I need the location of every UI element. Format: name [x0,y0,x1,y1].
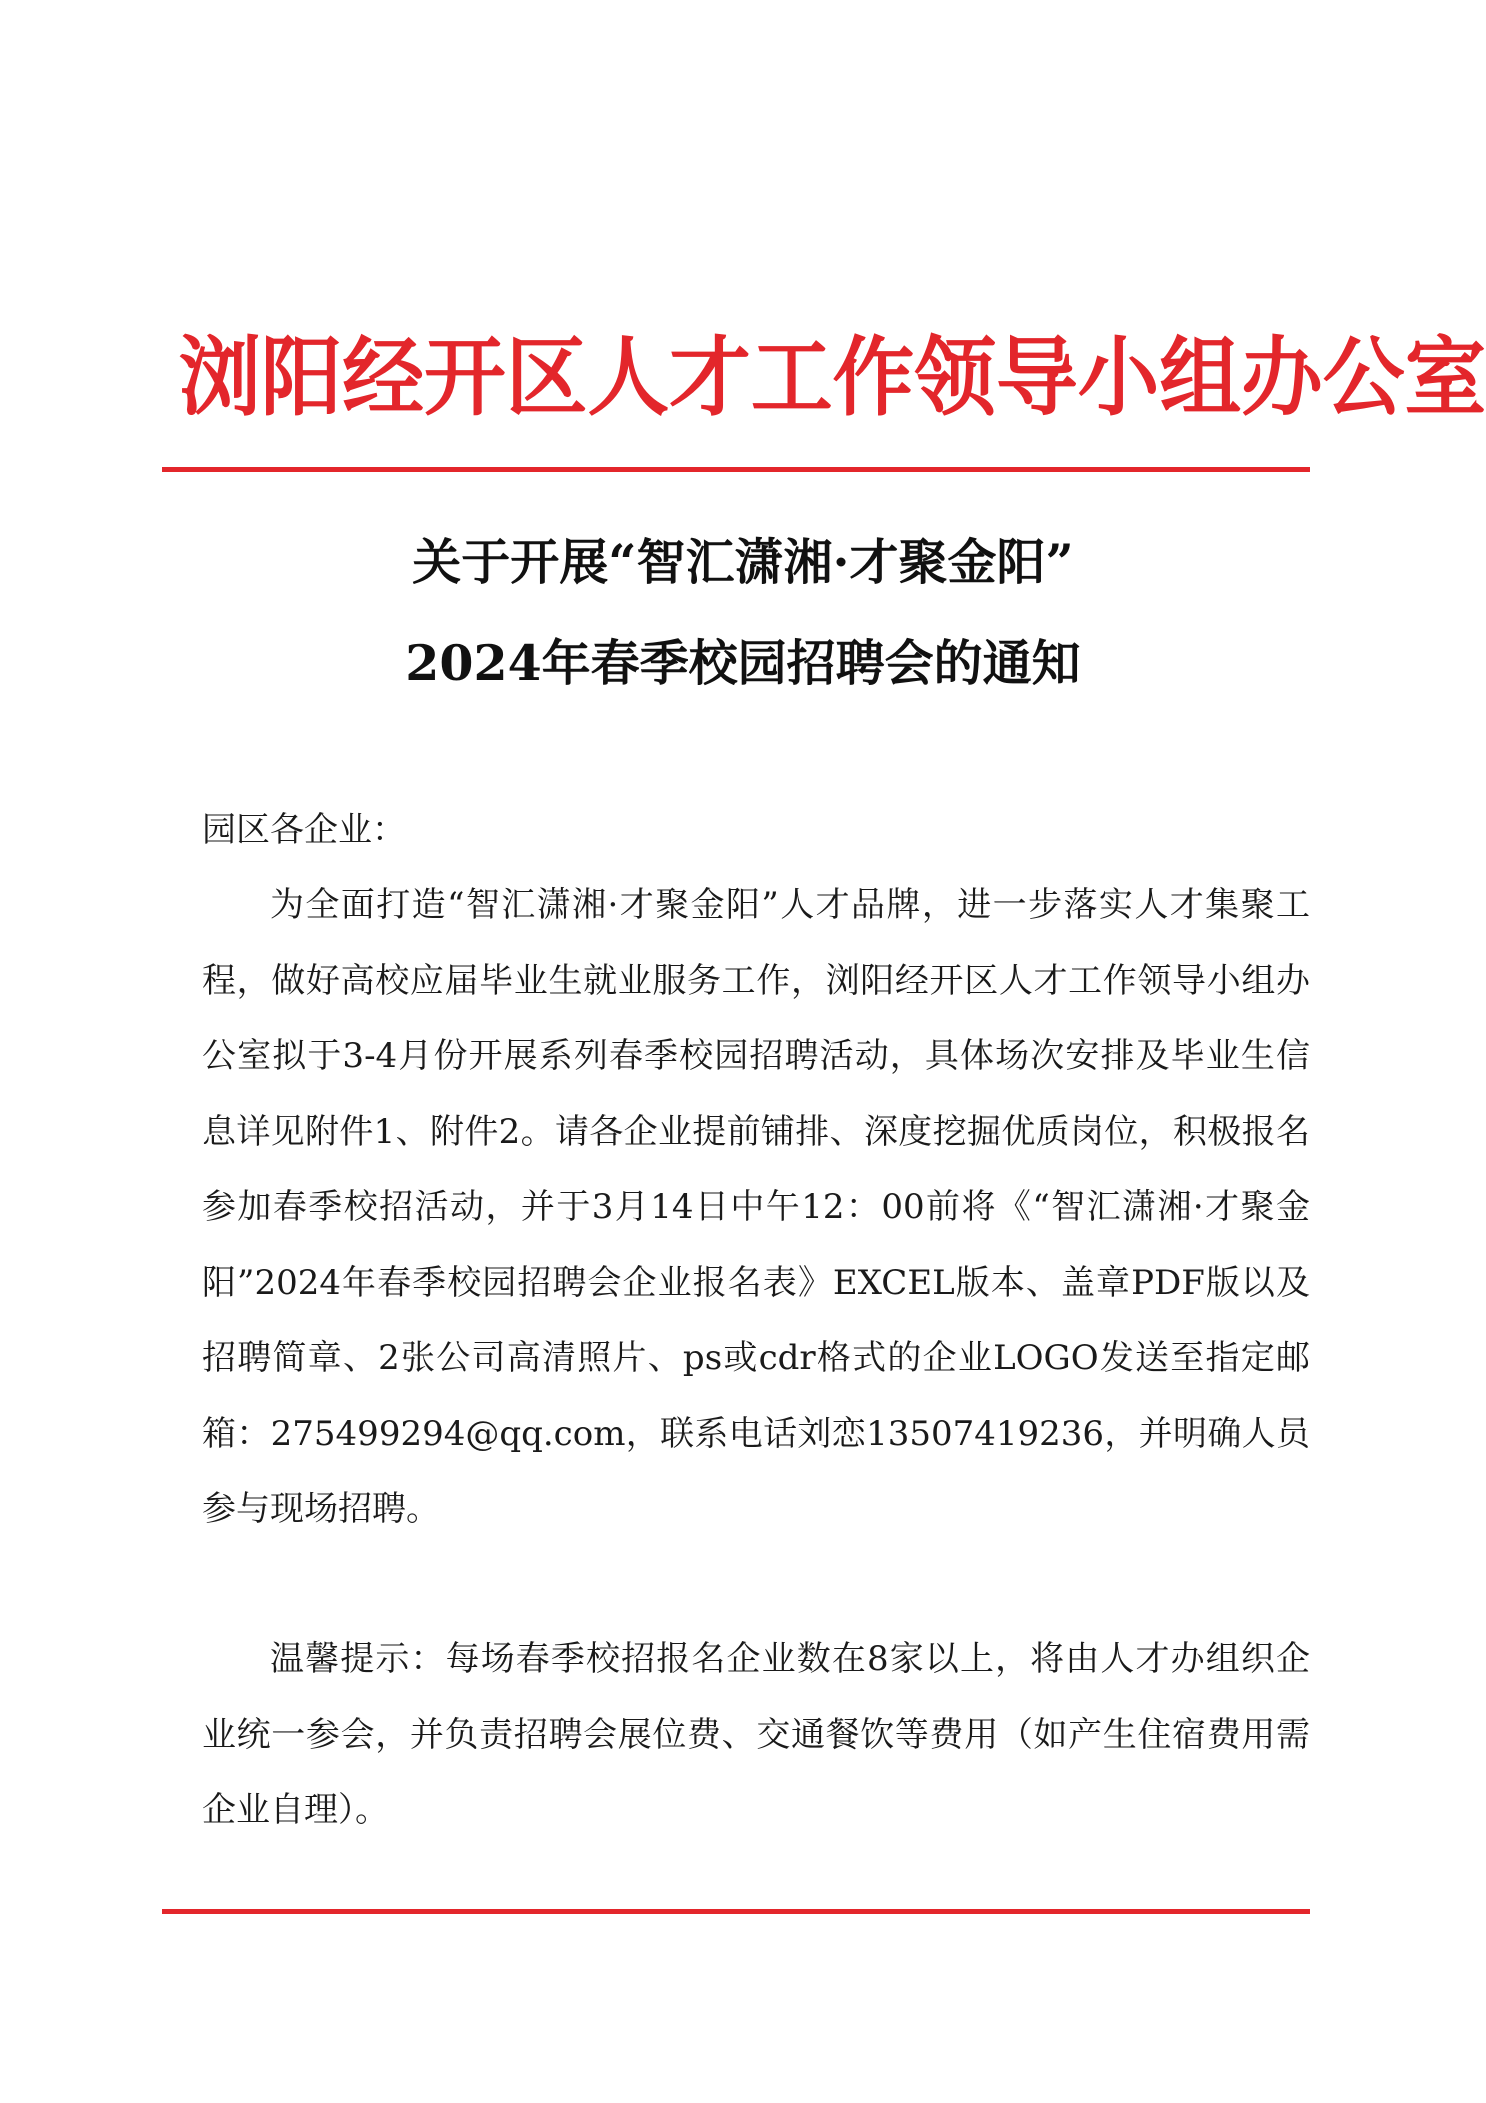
organization-header: 浏阳经开区人才工作领导小组办公室 [178,327,1486,428]
notice-title-line-1: 关于开展“智汇潇湘·才聚金阳” [412,533,1074,591]
notice-title-line-2: 2024年春季校园招聘会的通知 [405,634,1081,692]
footer-divider-line [162,1909,1310,1914]
body-paragraph-reminder: 温馨提示：每场春季校招报名企业数在8家以上，将由人才办组织企业统一参会，并负责招聘会展位费、交通餐饮等费用（如产生住宿费用需企业自理）。 [202,1639,1310,1830]
header-divider-line [162,467,1310,472]
body-paragraph-main: 为全面打造“智汇潇湘·才聚金阳”人才品牌，进一步落实人才集聚工程，做好高校应届毕业生就业服务工作，浏阳经开区人才工作领导小组办公室拟于3-4月份开展系列春季校园招聘活动，具体场次安排及毕业生信息详见附件1、附件2。请各企业提前铺排、深度挖掘优质岗位，积极报名参加春季校招活动，并于3月14日中午12：00前将《“智汇潇湘·才聚金阳”2024年春季校园招聘会企业报名表》EXCEL版本、盖章PDF版以及招聘简章、2张公司高清照片、ps或cdr格式的企业LOGO发送至指定邮箱：275499294@qq.com，联系电话刘恋13507419236，并明确人员参与现场招聘。 [202,885,1310,1529]
salutation: 园区各企业： [202,810,406,850]
